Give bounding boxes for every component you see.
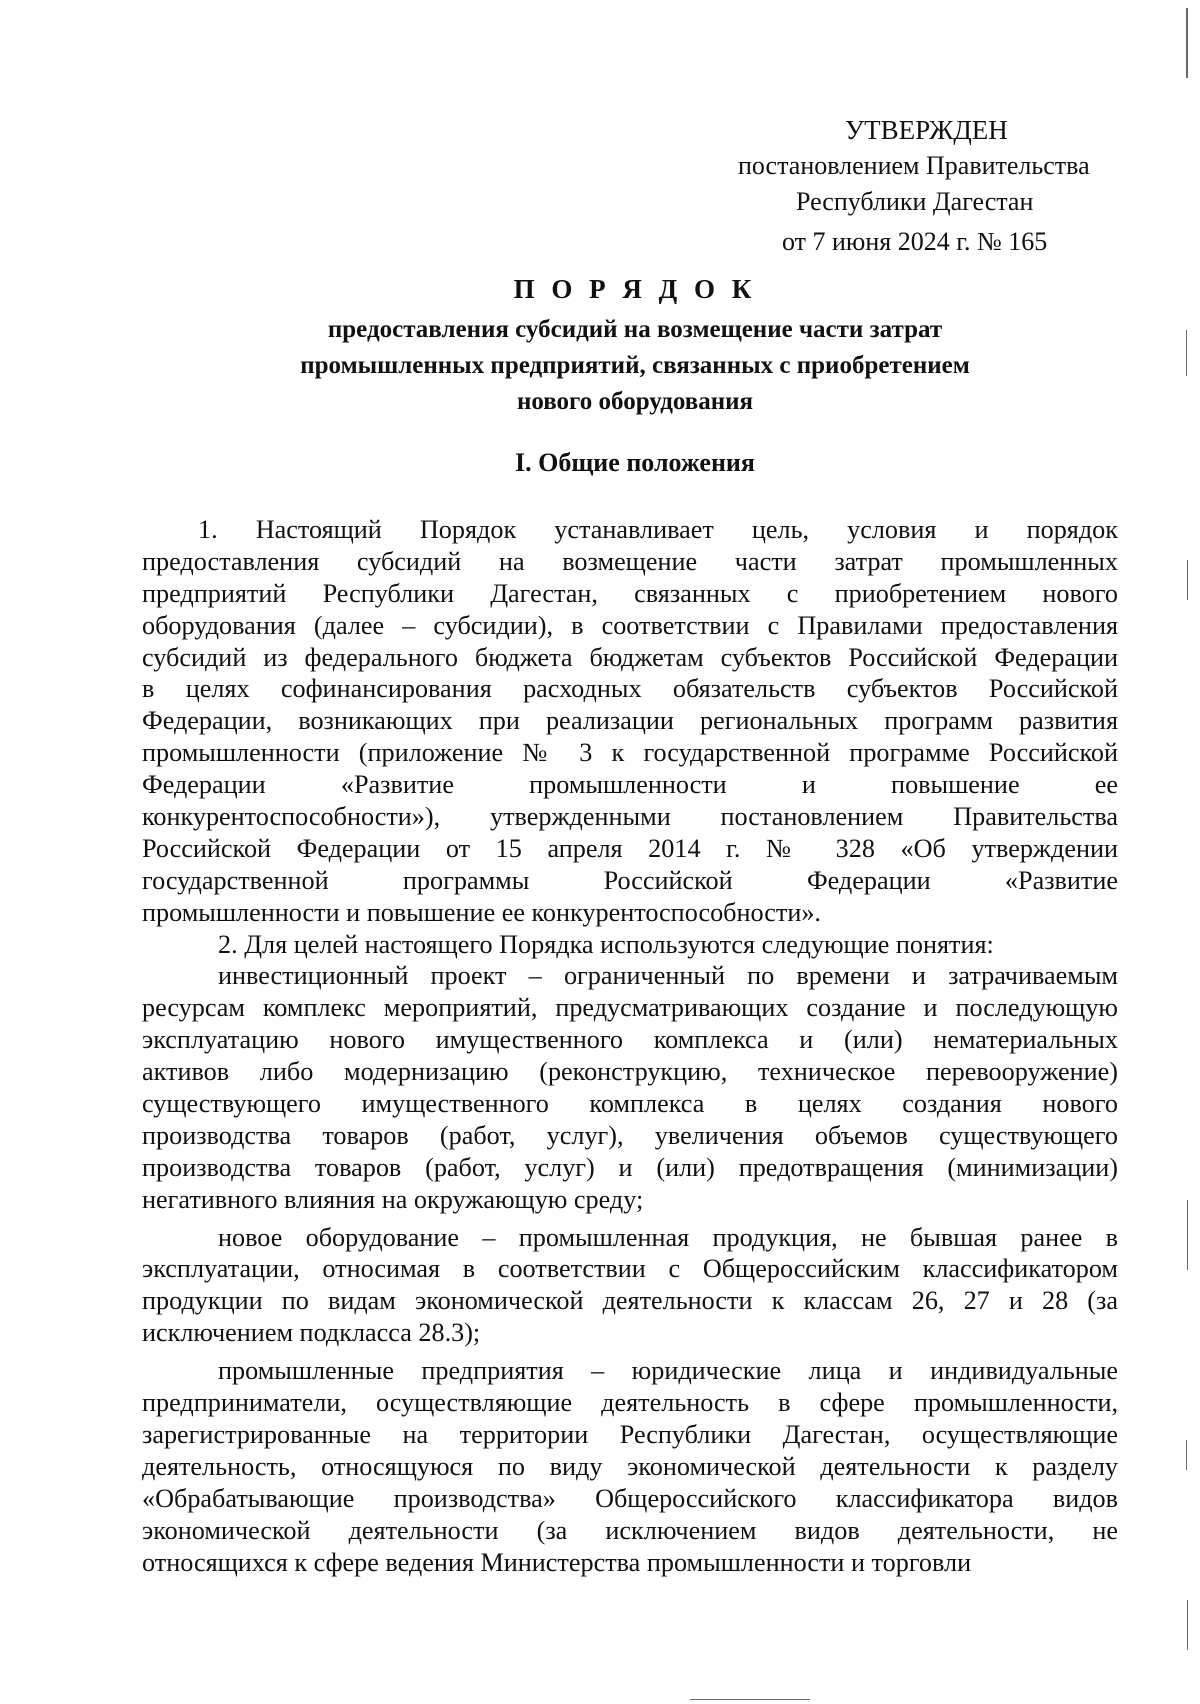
paragraph-line: предприятий Республики Дагестан, связанных с приобретением нового [142, 578, 1118, 608]
paragraph-line: промышленности и повышение ее конкурентоспособности». [142, 897, 821, 927]
paragraph-line: предприниматели, осуществляющие деятельность в сфере промышленности, [142, 1388, 1118, 1418]
paragraph-1 [142, 514, 1118, 929]
subtitle-line: нового оборудования [516, 388, 754, 415]
scan-margin-mark [1186, 330, 1187, 376]
paragraph-line: инвестиционный проект – ограниченный по времени и затрачиваемым [218, 961, 1118, 991]
scan-margin-mark [1186, 8, 1188, 78]
paragraph-line: промышленные предприятия – юридические лица и индивидуальные [218, 1356, 1118, 1386]
paragraph-line: Федерации, возникающих при реализации региональных программ развития [142, 706, 1118, 736]
paragraph-line: производства товаров (работ, услуг), увеличения объемов существующего [142, 1120, 1118, 1150]
document-title: П О Р Я Д О К [513, 274, 757, 304]
approval-line-resolution: постановлением Правительства [738, 151, 1090, 180]
paragraph-line: относящихся к сфере ведения Министерства промышленности и торговли [142, 1547, 972, 1577]
paragraph-5 [142, 1355, 1118, 1578]
paragraph-line: эксплуатации, относимая в соответствии с Общероссийским классификатором [142, 1254, 1118, 1284]
paragraph-line: существующего имущественного комплекса в целях создания нового [142, 1089, 1118, 1119]
document-body [142, 514, 1118, 1578]
paragraph-line: исключением подкласса 28.3); [142, 1318, 481, 1348]
paragraph-line: производства товаров (работ, услуг) и (или) предотвращения (минимизации) [142, 1152, 1118, 1182]
paragraph-2 [142, 929, 1118, 961]
paragraph-line: активов либо модернизацию (реконструкцию, техническое перевооружение) [142, 1057, 1118, 1087]
paragraph-line: экономической деятельности (за исключением видов деятельности, не [142, 1515, 1118, 1545]
paragraph-line: продукции по видам экономической деятельности к классам 26, 27 и 28 (за [142, 1286, 1118, 1316]
paragraph-line: негативного влияния на окружающую среду; [142, 1184, 644, 1214]
paragraph-line: конкурентоспособности»), утвержденными постановлением Правительства [142, 802, 1118, 832]
paragraph-line: государственной программы Российской Федерации «Развитие [142, 865, 1118, 895]
paragraph-line: деятельность, относящуюся по виду экономической деятельности к разделу [142, 1451, 1118, 1481]
scan-margin-mark [1187, 1200, 1188, 1270]
paragraph-line: Российской Федерации от 15 апреля 2014 г. № 328 «Об утверждении [142, 833, 1118, 863]
paragraph-line: оборудования (далее – субсидии), в соответствии с Правилами предоставления [142, 610, 1118, 640]
paragraph-line: промышленности (приложение № 3 к государственной программе Российской [142, 738, 1118, 768]
scan-margin-mark [1186, 1440, 1187, 1470]
approval-line-date-number: от 7 июня 2024 г. № 165 [782, 227, 1048, 256]
paragraph-line: предоставления субсидий на возмещение части затрат промышленных [142, 546, 1118, 576]
scan-margin-mark [1187, 560, 1188, 600]
approval-line-approved: УТВЕРЖДЕН [845, 115, 1008, 145]
paragraph-line: субсидий из федерального бюджета бюджетам субъектов Российской Федерации [142, 642, 1118, 672]
approval-line-republic: Республики Дагестан [796, 187, 1034, 216]
document-subtitle [230, 312, 1040, 420]
paragraph-3 [142, 960, 1118, 1215]
section-heading: I. Общие положения [515, 448, 755, 477]
scan-bottom-mark [690, 1699, 810, 1700]
paragraph-line: зарегистрированные на территории Республики Дагестан, осуществляющие [142, 1419, 1118, 1449]
paragraph-line: в целях софинансирования расходных обязательств субъектов Российской [142, 674, 1118, 704]
approval-stamp-block [720, 112, 1130, 260]
subtitle-line: промышленных предприятий, связанных с приобретением [300, 352, 970, 379]
paragraph-4 [142, 1222, 1118, 1350]
scan-margin-mark [1187, 1600, 1188, 1650]
paragraph-line: эксплуатацию нового имущественного комплекса и (или) нематериальных [142, 1025, 1118, 1055]
paragraph-line: «Обрабатывающие производства» Общероссийского классификатора видов [142, 1483, 1118, 1513]
paragraph-line: Федерации «Развитие промышленности и повышение ее [142, 770, 1118, 800]
paragraph-line: 2. Для целей настоящего Порядка используются следующие понятия: [218, 929, 994, 959]
paragraph-line: новое оборудование – промышленная продукция, не бывшая ранее в [218, 1222, 1118, 1252]
paragraph-line: 1. Настоящий Порядок устанавливает цель, условия и порядок [198, 515, 1118, 544]
paragraph-line: ресурсам комплекс мероприятий, предусматривающих создание и последующую [142, 993, 1118, 1023]
subtitle-line: предоставления субсидий на возмещение части затрат [327, 316, 943, 343]
